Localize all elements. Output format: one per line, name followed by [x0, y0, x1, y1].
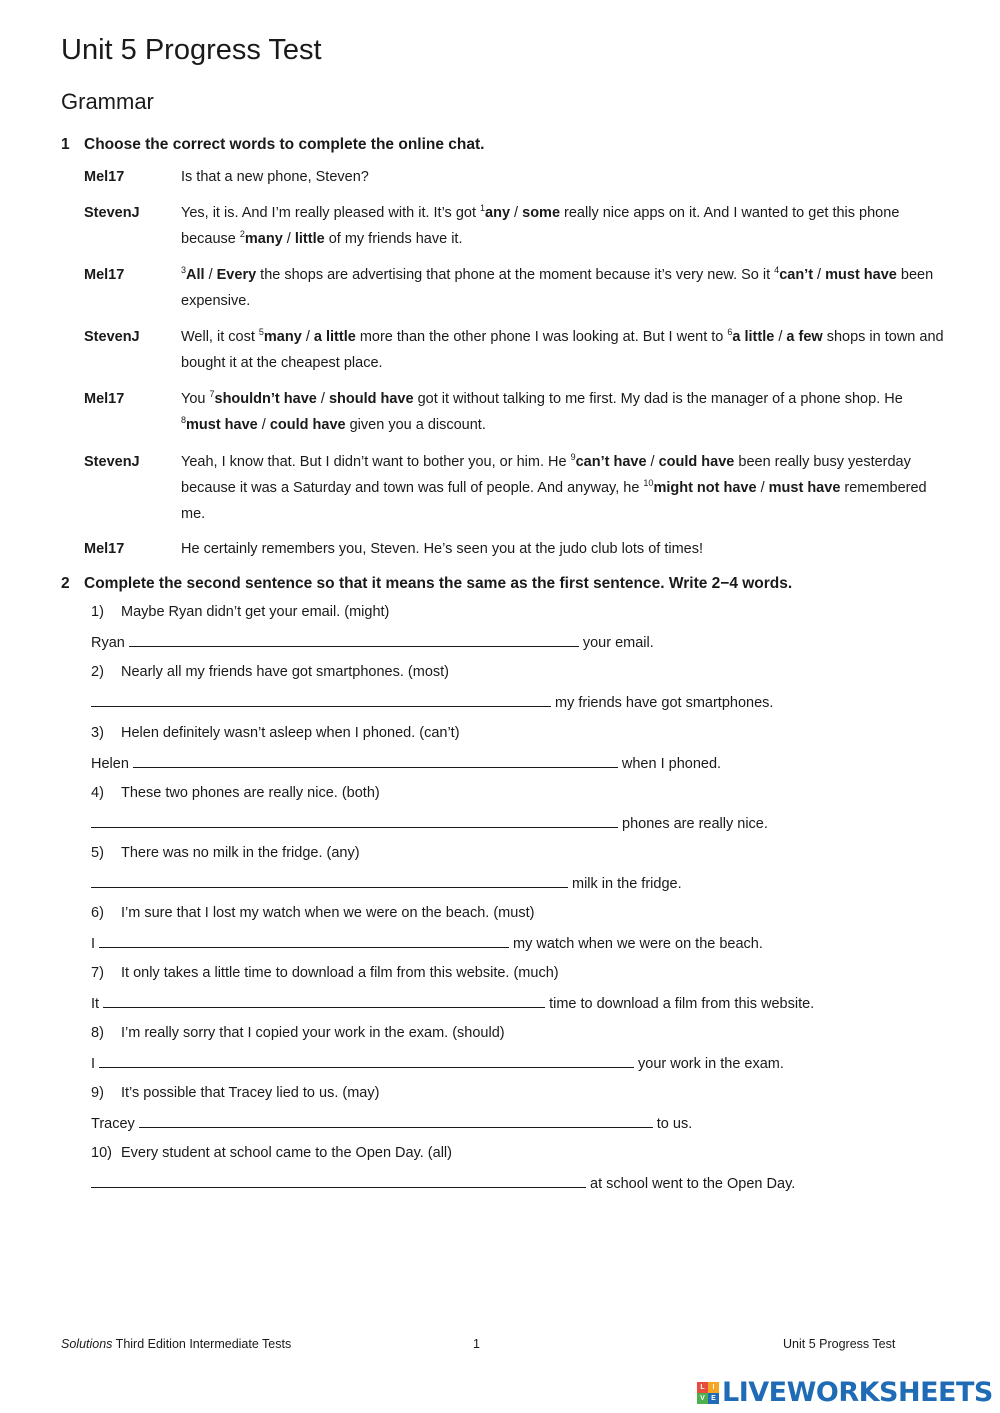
- answer-blank[interactable]: [99, 1053, 634, 1068]
- chat-speaker: Mel17: [84, 541, 125, 557]
- exercise-prompt: [91, 723, 460, 743]
- exercise-number: 4): [91, 785, 104, 801]
- chat-message: [84, 164, 944, 190]
- exercise-sentence: There was no milk in the fridge. (any): [121, 845, 360, 861]
- chat-text: Well, it cost $^5$many / a little more than the other phone I was looking at. But I went to $^6$a little / a few shops in town and bought it at the cheapest place.: [181, 327, 944, 371]
- answer-blank[interactable]: [91, 1173, 586, 1188]
- liveworksheets-watermark: [697, 1378, 993, 1408]
- exercise-number: 5): [91, 845, 104, 861]
- answer-blank[interactable]: [129, 632, 579, 647]
- exercise-answer-line: [91, 1113, 692, 1134]
- answer-blank[interactable]: [91, 873, 568, 888]
- logo-tile: L: [697, 1382, 708, 1393]
- chat-text: He certainly remembers you, Steven. He’s seen you at the judo club lots of times!: [181, 541, 703, 557]
- answer-suffix: my watch when we were on the beach.: [513, 936, 763, 952]
- exercise-prompt: [91, 903, 534, 923]
- footer-page-number: 1: [473, 1337, 480, 1351]
- exercise-number: 7): [91, 965, 104, 981]
- answer-suffix: milk in the fridge.: [572, 876, 682, 892]
- answer-prefix: I: [91, 1056, 96, 1072]
- question-number: 1: [61, 136, 70, 153]
- question-instruction: Complete the second sentence so that it means the same as the first sentence. Write 2−4 words.: [84, 575, 793, 592]
- answer-suffix: your email.: [582, 635, 654, 651]
- exercise-number: 6): [91, 905, 104, 921]
- exercise-sentence: Helen definitely wasn’t asleep when I phoned. (can’t): [121, 725, 460, 741]
- liveworksheets-wordmark: LIVEWORKSHEETS: [722, 1377, 993, 1408]
- exercise-sentence: Maybe Ryan didn’t get your email. (might): [121, 604, 390, 620]
- exercise-answer-line: [91, 692, 773, 713]
- chat-message: [84, 200, 944, 252]
- footer-left: [61, 1336, 291, 1352]
- answer-blank[interactable]: [91, 692, 551, 707]
- chat-speaker: Mel17: [84, 169, 125, 185]
- exercise-number: 10): [91, 1145, 112, 1161]
- question-instruction: Choose the correct words to complete the online chat.: [84, 136, 485, 153]
- answer-prefix: Tracey: [91, 1116, 135, 1132]
- exercise-number: 8): [91, 1025, 104, 1041]
- exercise-prompt: [91, 1143, 452, 1163]
- exercise-answer-line: [91, 993, 814, 1014]
- answer-prefix: I: [91, 936, 96, 952]
- answer-blank[interactable]: [139, 1113, 653, 1128]
- exercise-number: 2): [91, 664, 104, 680]
- answer-suffix: time to download a film from this website.: [549, 996, 815, 1012]
- chat-text: You $^7$shouldn’t have / should have got it without talking to me first. My dad is the manager of a phone shop. He $^8$must have / could have given you a discount.: [181, 389, 903, 433]
- question-2-heading: [61, 574, 792, 594]
- exercise-prompt: [91, 783, 380, 803]
- chat-text: Yeah, I know that. But I didn’t want to bother you, or him. He $^9$can’t have / could have been really busy yesterday because it was a Saturday and town was full of people. And anyway, he $^{10}$might not have / must have remembered me.: [181, 452, 927, 522]
- chat-message: [84, 386, 944, 438]
- chat-speaker: StevenJ: [84, 454, 140, 470]
- answer-blank[interactable]: [99, 933, 509, 948]
- answer-suffix: at school went to the Open Day.: [590, 1176, 796, 1192]
- question-number: 2: [61, 575, 70, 592]
- question-1-heading: [61, 135, 484, 155]
- page-title: Unit 5 Progress Test: [61, 34, 322, 66]
- liveworksheets-logo-icon: [697, 1382, 719, 1404]
- exercise-prompt: [91, 963, 559, 983]
- exercise-sentence: Nearly all my friends have got smartphones. (most): [121, 664, 449, 680]
- answer-blank[interactable]: [133, 753, 618, 768]
- exercise-sentence: I’m really sorry that I copied your work in the exam. (should): [121, 1025, 505, 1041]
- logo-tile: V: [697, 1393, 708, 1404]
- chat-speaker: StevenJ: [84, 205, 140, 221]
- answer-prefix: It: [91, 996, 100, 1012]
- answer-suffix: my friends have got smartphones.: [555, 695, 774, 711]
- exercise-answer-line: [91, 813, 768, 834]
- chat-text: Yes, it is. And I’m really pleased with it. It’s got $^1$any / some really nice apps on it. And I wanted to get this phone because $^2$many / little of my friends have it.: [181, 203, 900, 247]
- chat-message: [84, 536, 944, 562]
- exercise-answer-line: [91, 753, 721, 774]
- chat-speaker: Mel17: [84, 267, 125, 283]
- exercise-prompt: [91, 1023, 505, 1043]
- exercise-prompt: [91, 843, 360, 863]
- footer-series-title: Solutions: [61, 1337, 113, 1351]
- exercise-prompt: [91, 1083, 379, 1103]
- exercise-number: 3): [91, 725, 104, 741]
- answer-suffix: phones are really nice.: [622, 816, 768, 832]
- exercise-sentence: It’s possible that Tracey lied to us. (may): [121, 1085, 380, 1101]
- chat-message: [84, 262, 944, 314]
- chat-text: Is that a new phone, Steven?: [181, 169, 369, 185]
- exercise-prompt: [91, 662, 449, 682]
- answer-blank[interactable]: [91, 813, 618, 828]
- exercise-answer-line: [91, 1173, 795, 1194]
- exercise-answer-line: [91, 873, 682, 894]
- exercise-prompt: [91, 602, 389, 622]
- section-title: Grammar: [61, 89, 154, 114]
- chat-speaker: Mel17: [84, 391, 125, 407]
- exercise-sentence: Every student at school came to the Open Day. (all): [121, 1145, 452, 1161]
- exercise-sentence: It only takes a little time to download a film from this website. (much): [121, 965, 559, 981]
- footer-right: Unit 5 Progress Test: [783, 1337, 896, 1351]
- answer-prefix: Ryan: [91, 635, 125, 651]
- logo-tile: E: [708, 1393, 719, 1404]
- chat-message: [84, 449, 944, 527]
- answer-prefix: Helen: [91, 756, 129, 772]
- chat-message: [84, 324, 944, 376]
- logo-tile: I: [708, 1382, 719, 1393]
- answer-suffix: to us.: [656, 1116, 693, 1132]
- exercise-answer-line: [91, 632, 654, 653]
- chat-text: $^3$All / Every the shops are advertising that phone at the moment because it’s very new. So it $^4$can’t / must have been expensive.: [181, 265, 934, 309]
- exercise-answer-line: [91, 933, 763, 954]
- answer-suffix: your work in the exam.: [638, 1056, 784, 1072]
- exercise-answer-line: [91, 1053, 784, 1074]
- exercise-sentence: I’m sure that I lost my watch when we were on the beach. (must): [121, 905, 535, 921]
- exercise-number: 9): [91, 1085, 104, 1101]
- answer-suffix: when I phoned.: [621, 756, 722, 772]
- exercise-number: 1): [91, 604, 104, 620]
- answer-blank[interactable]: [103, 993, 545, 1008]
- chat-speaker: StevenJ: [84, 329, 140, 345]
- footer-series-rest: Third Edition Intermediate Tests: [112, 1337, 292, 1351]
- exercise-sentence: These two phones are really nice. (both): [121, 785, 380, 801]
